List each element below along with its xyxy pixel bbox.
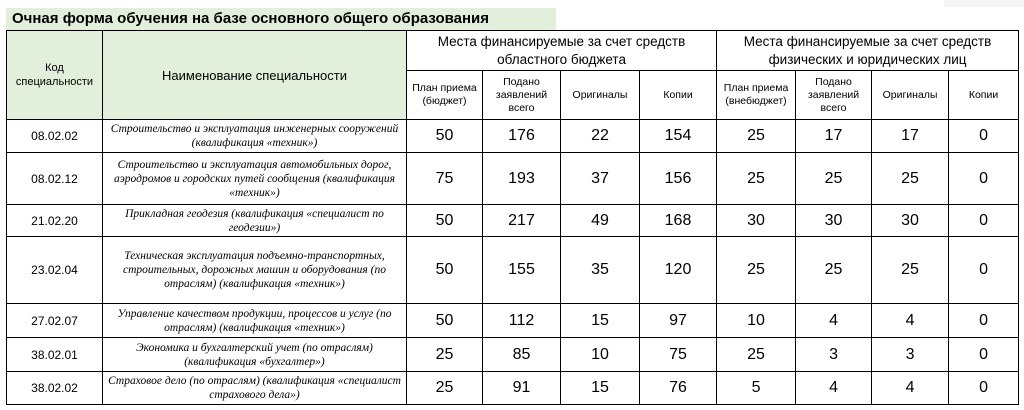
budget-copies: 168 <box>640 205 717 237</box>
header-paid-applied: Подано заявлений всего <box>796 71 872 120</box>
paid-copies: 0 <box>949 237 1019 304</box>
table-row <box>7 153 1019 205</box>
table-row <box>7 237 1019 304</box>
budget-plan: 25 <box>407 372 483 405</box>
budget-originals: 35 <box>561 237 640 304</box>
header-code: Код специальности <box>7 31 103 120</box>
budget-copies: 75 <box>640 338 717 372</box>
paid-applied: 25 <box>796 153 872 205</box>
budget-copies: 120 <box>640 237 717 304</box>
budget-originals: 49 <box>561 205 640 237</box>
paid-originals: 17 <box>872 120 949 153</box>
paid-applied: 3 <box>796 338 872 372</box>
budget-originals: 10 <box>561 338 640 372</box>
header-group-budget: Места финансируемые за счет средств областного бюджета <box>407 31 717 71</box>
specialty-name: Экономика и бухгалтерский учет (по отраслям) (квалификация «бухгалтер») <box>103 338 407 372</box>
specialty-name: Страховое дело (по отраслям) (квалификация «специалист страхового дела») <box>103 372 407 405</box>
specialty-name: Строительство и эксплуатация автомобильных дорог, аэродромов и городских путей сообщения (квалификация «техник») <box>103 153 407 205</box>
paid-plan: 25 <box>717 237 796 304</box>
budget-plan: 50 <box>407 120 483 153</box>
specialty-code: 08.02.12 <box>7 153 103 205</box>
budget-applied: 155 <box>483 237 561 304</box>
budget-copies: 154 <box>640 120 717 153</box>
paid-plan: 5 <box>717 372 796 405</box>
table-row <box>7 338 1019 372</box>
paid-copies: 0 <box>949 372 1019 405</box>
header-paid-copies: Копии <box>949 71 1019 120</box>
header-group-paid: Места финансируемые за счет средств физических и юридических лиц <box>717 31 1019 71</box>
table-row <box>7 120 1019 153</box>
paid-originals: 4 <box>872 304 949 338</box>
paid-originals: 25 <box>872 153 949 205</box>
paid-plan: 30 <box>717 205 796 237</box>
table-row <box>7 304 1019 338</box>
budget-copies: 97 <box>640 304 717 338</box>
specialty-name: Управление качеством продукции, процессов и услуг (по отраслям) (квалификация «техник») <box>103 304 407 338</box>
paid-applied: 25 <box>796 237 872 304</box>
header-budget-applied: Подано заявлений всего <box>483 71 561 120</box>
paid-copies: 0 <box>949 153 1019 205</box>
budget-copies: 76 <box>640 372 717 405</box>
paid-copies: 0 <box>949 120 1019 153</box>
budget-applied: 85 <box>483 338 561 372</box>
budget-applied: 176 <box>483 120 561 153</box>
table-row <box>7 205 1019 237</box>
budget-applied: 112 <box>483 304 561 338</box>
budget-plan: 50 <box>407 205 483 237</box>
paid-plan: 10 <box>717 304 796 338</box>
paid-copies: 0 <box>949 205 1019 237</box>
budget-plan: 75 <box>407 153 483 205</box>
budget-originals: 22 <box>561 120 640 153</box>
budget-applied: 217 <box>483 205 561 237</box>
header-paid-originals: Оригиналы <box>872 71 949 120</box>
specialty-name: Строительство и эксплуатация инженерных сооружений (квалификация «техник») <box>103 120 407 153</box>
specialty-code: 21.02.20 <box>7 205 103 237</box>
budget-applied: 91 <box>483 372 561 405</box>
paid-applied: 4 <box>796 304 872 338</box>
page-title: Очная форма обучения на базе основного общего образования <box>6 8 556 30</box>
specialty-code: 08.02.02 <box>7 120 103 153</box>
specialty-code: 23.02.04 <box>7 237 103 304</box>
budget-originals: 37 <box>561 153 640 205</box>
paid-copies: 0 <box>949 338 1019 372</box>
paid-plan: 25 <box>717 338 796 372</box>
header-budget-originals: Оригиналы <box>561 71 640 120</box>
budget-plan: 50 <box>407 237 483 304</box>
header-name: Наименование специальности <box>103 31 407 120</box>
budget-plan: 50 <box>407 304 483 338</box>
specialty-code: 27.02.07 <box>7 304 103 338</box>
paid-applied: 17 <box>796 120 872 153</box>
table-row <box>7 372 1019 405</box>
header-paid-plan: План приема (внебюджет) <box>717 71 796 120</box>
budget-plan: 25 <box>407 338 483 372</box>
specialty-name: Техническая эксплуатация подъемно-транспортных, строительных, дорожных машин и оборудования (по отраслям) (квалификация «техник») <box>103 237 407 304</box>
paid-originals: 4 <box>872 372 949 405</box>
paid-plan: 25 <box>717 120 796 153</box>
paid-applied: 30 <box>796 205 872 237</box>
admission-table <box>6 30 1019 405</box>
header-budget-plan: План приема (бюджет) <box>407 71 483 120</box>
budget-applied: 193 <box>483 153 561 205</box>
paid-originals: 3 <box>872 338 949 372</box>
corner-decoration <box>944 0 1024 7</box>
specialty-code: 38.02.02 <box>7 372 103 405</box>
paid-plan: 25 <box>717 153 796 205</box>
specialty-name: Прикладная геодезия (квалификация «специалист по геодезии») <box>103 205 407 237</box>
paid-applied: 4 <box>796 372 872 405</box>
paid-originals: 30 <box>872 205 949 237</box>
budget-originals: 15 <box>561 372 640 405</box>
budget-copies: 156 <box>640 153 717 205</box>
paid-originals: 25 <box>872 237 949 304</box>
paid-copies: 0 <box>949 304 1019 338</box>
budget-originals: 15 <box>561 304 640 338</box>
specialty-code: 38.02.01 <box>7 338 103 372</box>
header-budget-copies: Копии <box>640 71 717 120</box>
